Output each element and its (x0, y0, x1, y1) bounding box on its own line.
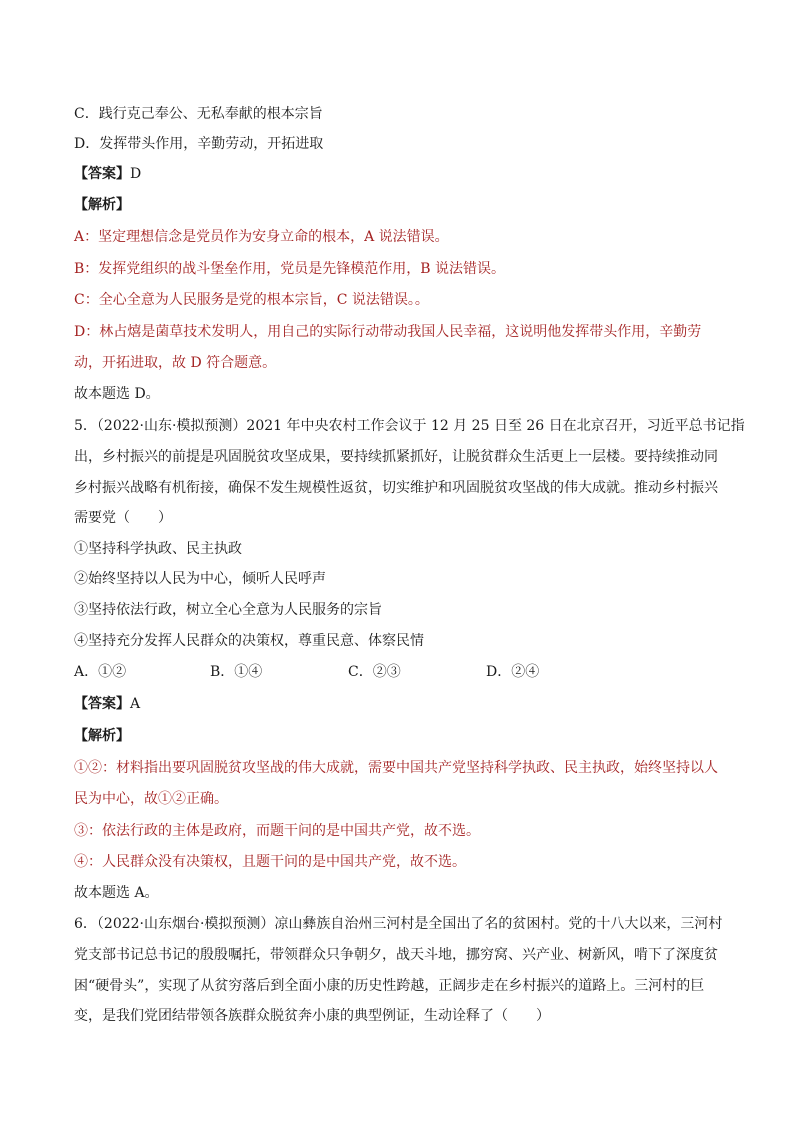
analysis-label: 【解析】 (74, 197, 130, 213)
question-stem-line: 5．（2022·山东·模拟预测）2021 年中央农村工作会议于 12 月 25 日至 26 日在北京召开，习近平总书记指 (74, 418, 745, 434)
question-stem-line: 出，乡村振兴的前提是巩固脱贫攻坚成果，要持续抓紧抓好，让脱贫群众生活更上一层楼。要持续推动同 (74, 449, 718, 465)
analysis-line: 民为中心，故①②正确。 (74, 791, 228, 807)
question-stem-line: 需要党（ ） (74, 510, 172, 526)
conclusion: 故本题选 D。 (74, 386, 160, 402)
analysis-line: D：林占熺是菌草技术发明人，用自己的实际行动带动我国人民幸福，这说明他发挥带头作用，辛勤劳 (74, 324, 702, 340)
answer-label: 【答案】 (74, 166, 130, 182)
question-stem-line: 变，是我们党团结带领各族群众脱贫奔小康的典型例证，生动诠释了（ ） (74, 1008, 550, 1024)
choice-a: A．①② (74, 664, 127, 680)
analysis-label: 【解析】 (74, 728, 130, 744)
choice-d: D．②④ (486, 664, 540, 680)
option-d: D．发挥带头作用，辛勤劳动，开拓进取 (74, 136, 324, 152)
analysis-line: 动，开拓进取，故 D 符合题意。 (74, 355, 277, 371)
answer-line (74, 164, 724, 184)
statement-item: ①坚持科学执政、民主执政 (74, 541, 242, 557)
analysis-line: C：全心全意为人民服务是党的根本宗旨，C 说法错误。。 (74, 292, 429, 308)
analysis-line: ③：依法行政的主体是政府，而题干问的是中国共产党，故不选。 (74, 823, 480, 839)
question-stem-line: 困“硬骨头”，实现了从贫穷落后到全面小康的历史性跨越，正阔步走在乡村振兴的道路上。三河村的巨 (74, 978, 705, 994)
conclusion: 故本题选 A。 (74, 885, 159, 901)
analysis-line: ①②：材料指出要巩固脱贫攻坚战的伟大成就，需要中国共产党坚持科学执政、民主执政，始终坚持以人 (74, 760, 718, 776)
question-stem-line: 党支部书记总书记的殷殷嘱托，带领群众只争朝夕，战天斗地，挪穷窝、兴产业、树新风，啃下了深度贫 (74, 947, 718, 963)
choice-b: B．①④ (210, 664, 263, 680)
statement-item: ②始终坚持以人民为中心，倾听人民呼声 (74, 571, 326, 587)
question-stem-line: 6．（2022·山东烟台·模拟预测）凉山彝族自治州三河村是全国出了名的贫困村。党的十八大以来，三河村 (74, 916, 723, 932)
choice-c: C．②③ (348, 664, 401, 680)
question-stem-line: 乡村振兴战略有机衔接，确保不发生规模性返贫，切实维护和巩固脱贫攻坚战的伟大成就。推动乡村振兴 (74, 480, 718, 496)
option-c: C．践行克己奉公、无私奉献的根本宗旨 (74, 106, 323, 122)
analysis-line: A：坚定理想信念是党员作为安身立命的根本，A 说法错误。 (74, 229, 449, 245)
answer-value: A (130, 696, 141, 712)
analysis-line: B：发挥党组织的战斗堡垒作用，党员是先锋模范作用，B 说法错误。 (74, 261, 506, 277)
statement-item: ④坚持充分发挥人民群众的决策权，尊重民意、体察民情 (74, 633, 424, 649)
statement-item: ③坚持依法行政，树立全心全意为人民服务的宗旨 (74, 602, 382, 618)
answer-line (74, 694, 724, 714)
answer-value: D (130, 166, 142, 182)
analysis-line: ④：人民群众没有决策权，且题干问的是中国共产党，故不选。 (74, 854, 466, 870)
answer-label: 【答案】 (74, 696, 130, 712)
